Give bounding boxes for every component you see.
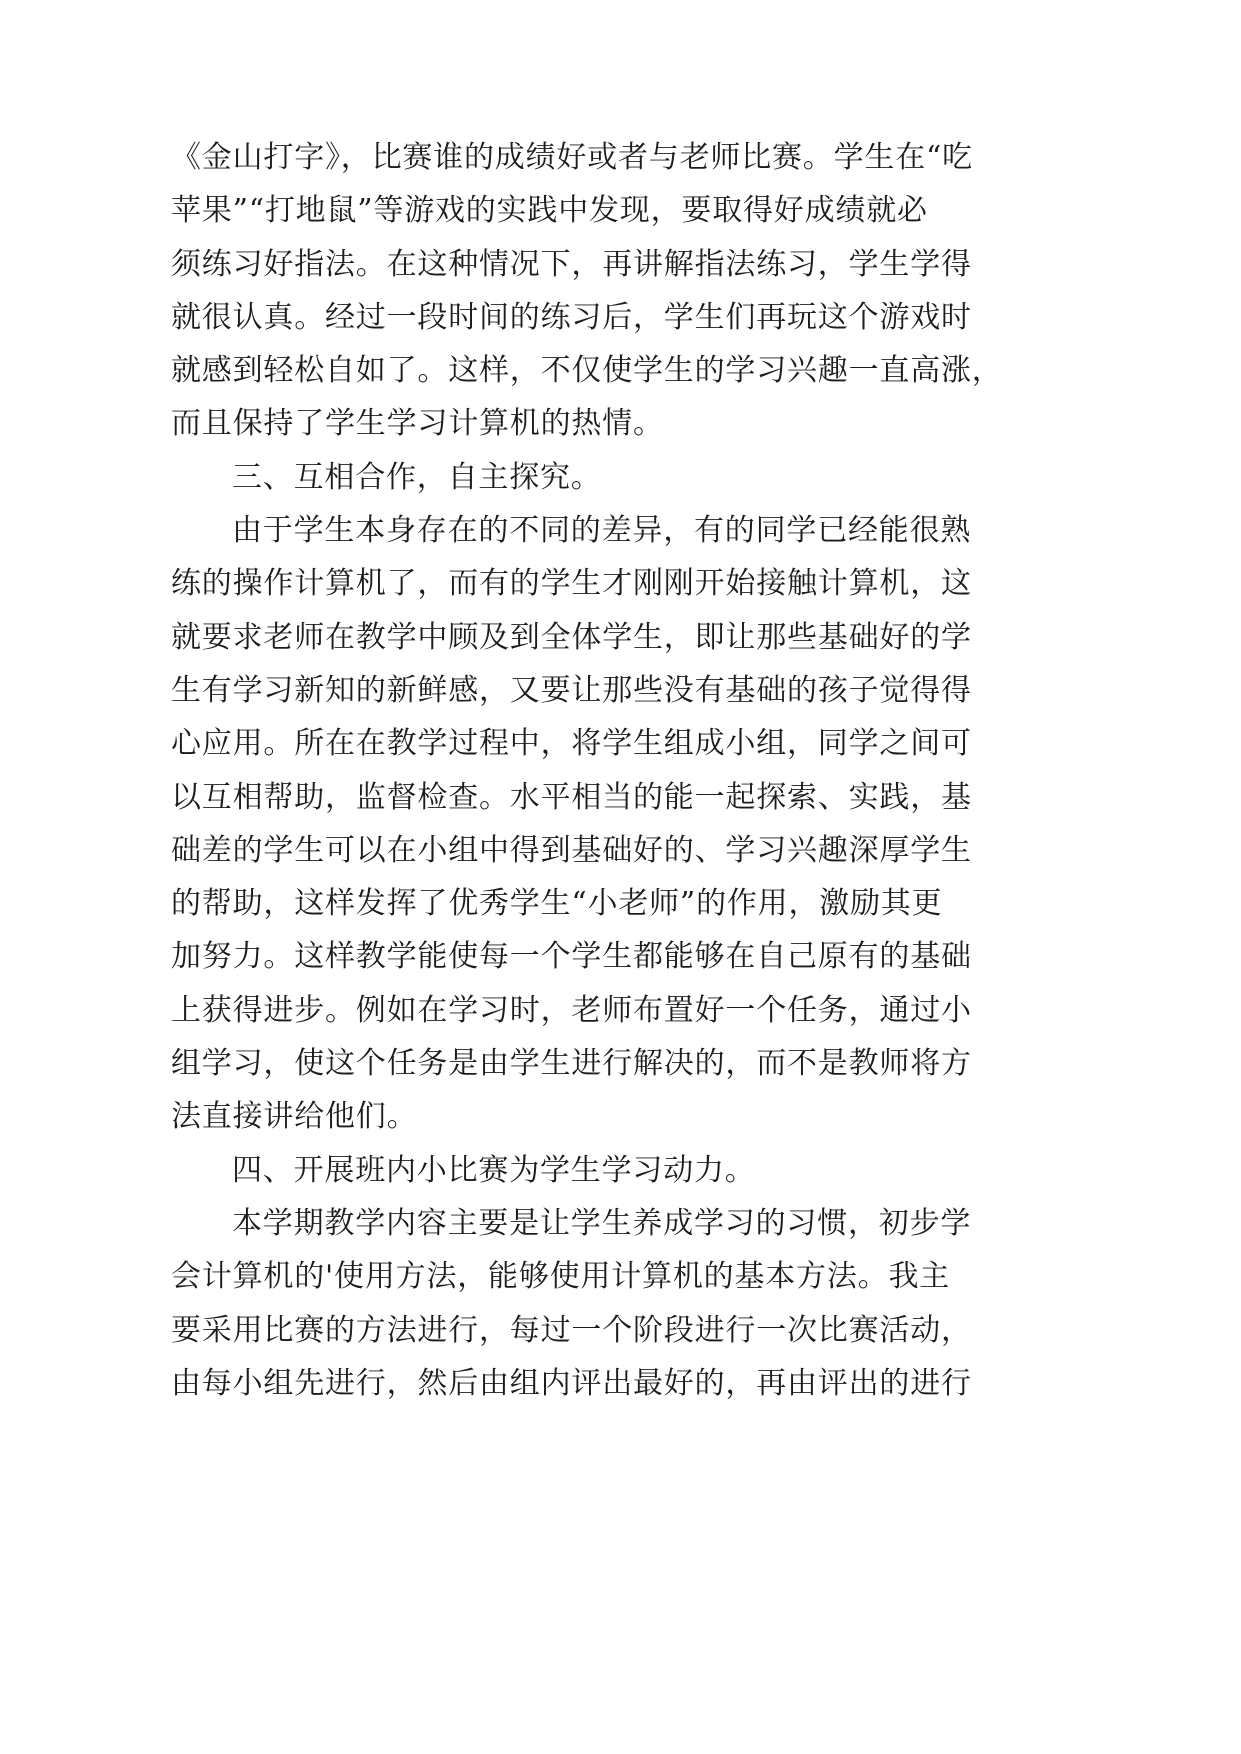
text-line: 就要求老师在教学中顾及到全体学生，即让那些基础好的学 — [171, 619, 972, 655]
text-line: 而且保持了学生学习计算机的热情。 — [171, 406, 664, 442]
text-line: 须练习好指法。在这种情况下，再讲解指法练习，学生学得 — [171, 246, 972, 282]
text-line: 由于学生本身存在的不同的差异，有的同学已经能很熟 — [232, 513, 972, 549]
text-line: 以互相帮助，监督检查。水平相当的能一起探索、实践，基 — [171, 779, 972, 815]
paragraph — [171, 131, 1241, 451]
text-line: 生有学习新知的新鲜感，又要让那些没有基础的孩子觉得得 — [171, 672, 972, 708]
document-body — [171, 131, 1241, 1410]
text-line: 《金山打字》，比赛谁的成绩好或者与老师比赛。学生在“吃 — [171, 140, 973, 175]
text-line: 练的操作计算机了，而有的学生才刚刚开始接触计算机，这 — [171, 566, 972, 602]
text-line: 要采用比赛的方法进行，每过一个阶段进行一次比赛活动， — [171, 1312, 972, 1348]
text-line: 的帮助，这样发挥了优秀学生“小老师”的作用，激励其更 — [171, 886, 943, 922]
text-line: 组学习，使这个任务是由学生进行解决的，而不是教师将方 — [171, 1046, 972, 1082]
section-heading — [171, 451, 1241, 504]
text-line: 本学期教学内容主要是让学生养成学习的习惯，初步学 — [232, 1205, 972, 1241]
text-line: 苹果”“打地鼠”等游戏的实践中发现，要取得好成绩就必 — [171, 193, 928, 229]
text-line: 就感到轻松自如了。这样，不仅使学生的学习兴趣一直高涨， — [171, 353, 1003, 389]
paragraph — [171, 504, 1241, 1144]
text-line: 就很认真。经过一段时间的练习后，学生们再玩这个游戏时 — [171, 299, 972, 335]
heading-line: 四、开展班内小比赛为学生学习动力。 — [232, 1152, 756, 1188]
section-heading — [171, 1144, 1241, 1197]
text-line: 心应用。所在在教学过程中，将学生组成小组，同学之间可 — [171, 726, 972, 762]
text-line: 上获得进步。例如在学习时，老师布置好一个任务，通过小 — [171, 992, 972, 1028]
text-line: 加努力。这样教学能使每一个学生都能够在自己原有的基础 — [171, 939, 972, 975]
heading-line: 三、互相合作，自主探究。 — [232, 459, 602, 495]
text-line: 由每小组先进行，然后由组内评出最好的，再由评出的进行 — [171, 1365, 972, 1401]
paragraph — [171, 1197, 1241, 1410]
text-line: 法直接讲给他们。 — [171, 1099, 418, 1135]
text-line: 会计算机的'使用方法，能够使用计算机的基本方法。我主 — [171, 1259, 951, 1295]
text-line: 础差的学生可以在小组中得到基础好的、学习兴趣深厚学生 — [171, 832, 972, 868]
